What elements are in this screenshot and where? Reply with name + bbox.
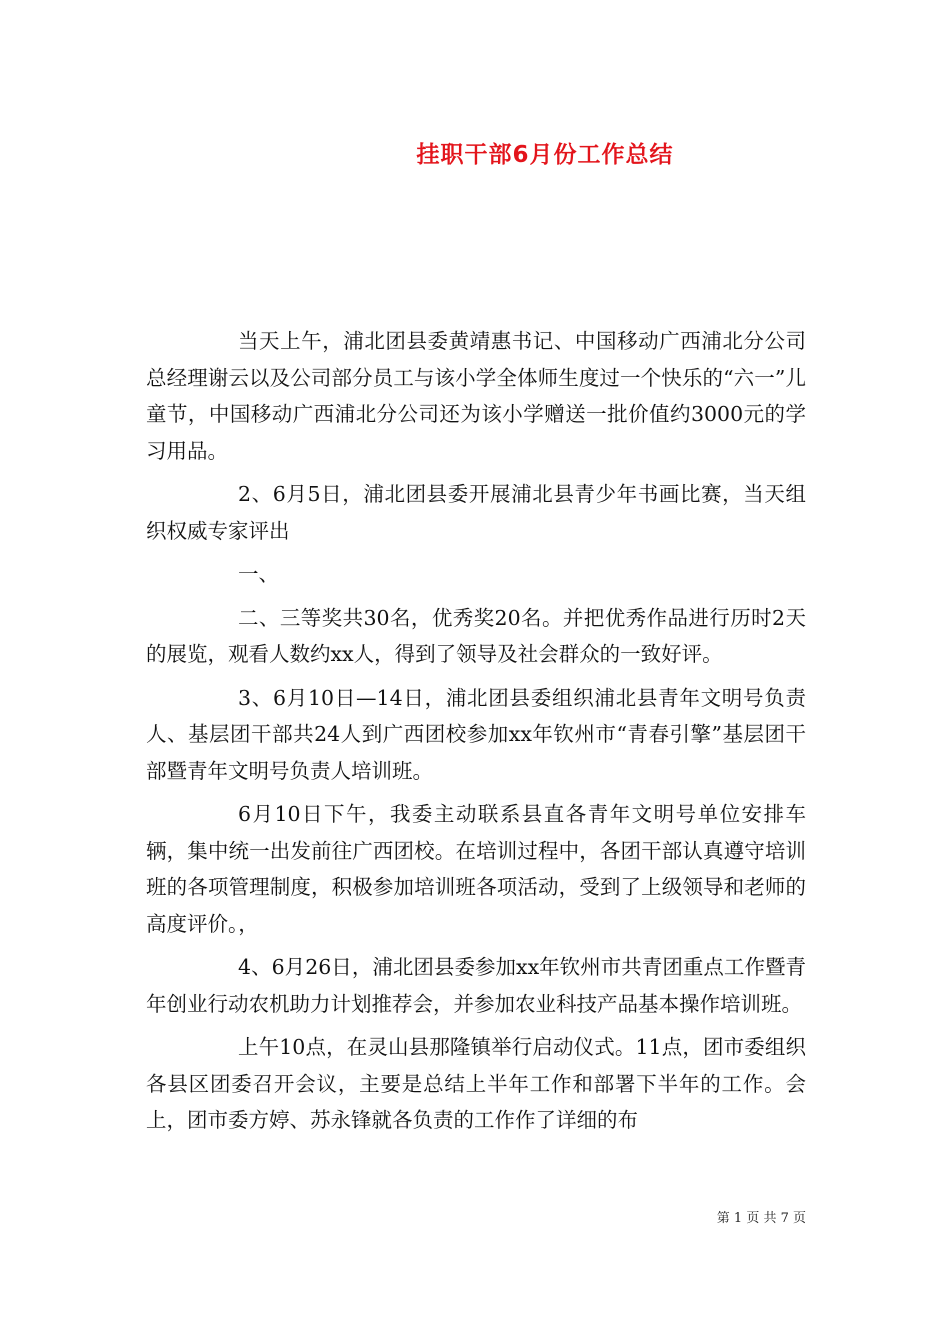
paragraph-7: 4、6月26日，浦北团县委参加xx年钦州市共青团重点工作暨青年创业行动农机助力计划推荐会，并参加农业科技产品基本操作培训班。 xyxy=(146,955,806,1016)
paragraph-1: 当天上午，浦北团县委黄靖惠书记、中国移动广西浦北分公司总经理谢云以及公司部分员工与该小学全体师生度过一个快乐的“六一”儿童节，中国移动广西浦北分公司还为该小学赠送一批价值约3000元的学习用品。 xyxy=(146,329,806,463)
document-body xyxy=(146,323,806,1139)
paragraph-8: 上午10点，在灵山县那隆镇举行启动仪式。11点，团市委组织各县区团委召开会议，主要是总结上半年工作和部署下半年的工作。会上，团市委方婷、苏永锋就各负责的工作作了详细的布 xyxy=(146,1035,806,1132)
paragraph-3: 一、 xyxy=(238,562,279,586)
document-title: 挂职干部6月份工作总结 xyxy=(416,142,674,168)
paragraph-5: 3、6月10日—14日，浦北团县委组织浦北县青年文明号负责人、基层团干部共24人到广西团校参加xx年钦州市“青春引擎”基层团干部暨青年文明号负责人培训班。 xyxy=(146,685,806,783)
paragraph-6: 6月10日下午，我委主动联系县直各青年文明号单位安排车辆，集中统一出发前往广西团校。在培训过程中，各团干部认真遵守培训班的各项管理制度，积极参加培训班各项活动，受到了上级领导和老师的高度评价。， xyxy=(146,802,806,936)
page-number-footer: 第 1 页 共 7 页 xyxy=(716,1211,806,1226)
paragraph-4: 二、三等奖共30名，优秀奖20名。并把优秀作品进行历时2天的展览，观看人数约xx人，得到了领导及社会群众的一致好评。 xyxy=(146,605,806,666)
paragraph-2: 2、6月5日，浦北团县委开展浦北县青少年书画比赛，当天组织权威专家评出 xyxy=(146,482,806,543)
